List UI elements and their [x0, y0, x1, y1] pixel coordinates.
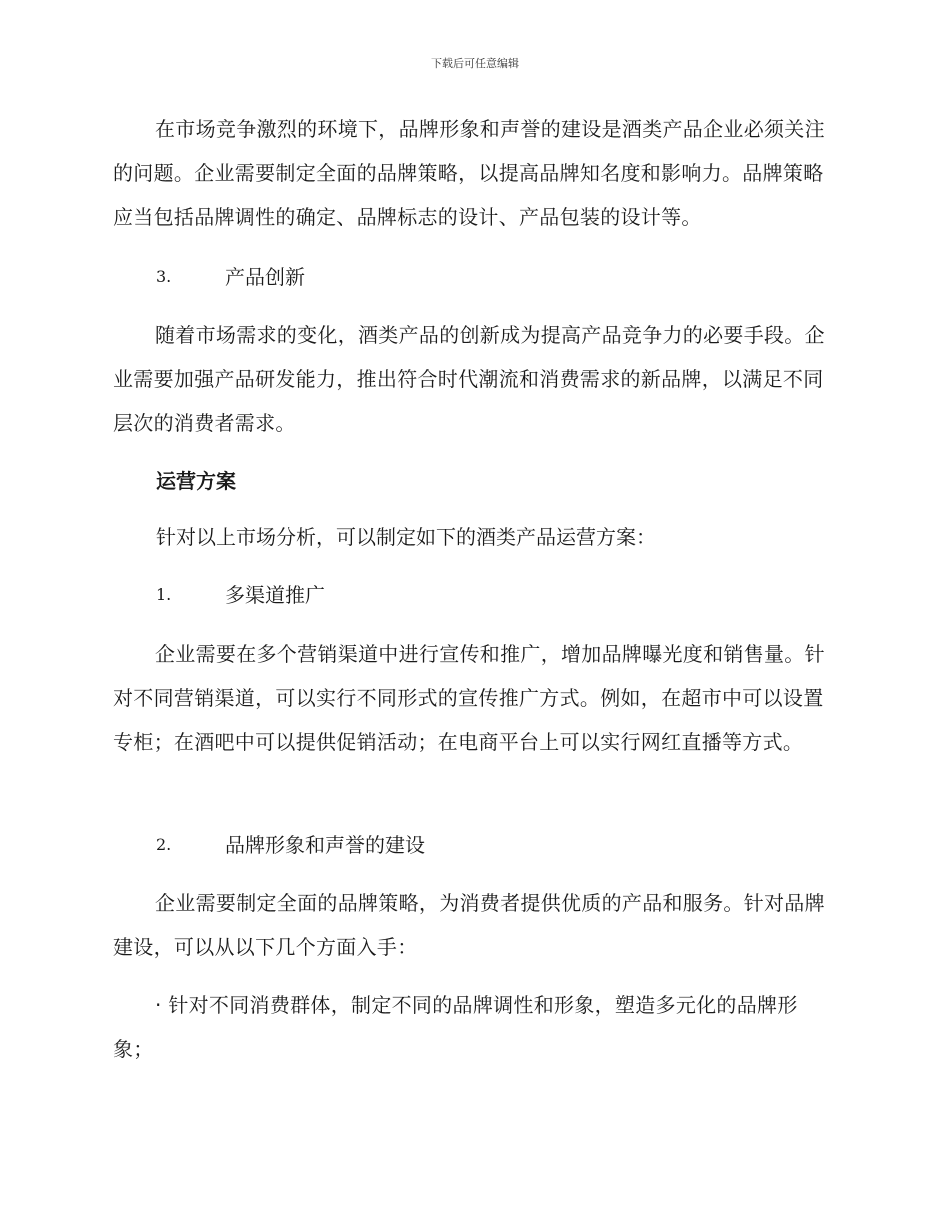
- item-title-brand-building: 品牌形象和声誉的建设: [225, 833, 425, 857]
- paragraph-brand-building: 企业需要制定全面的品牌策略，为消费者提供优质的产品和服务。针对品牌建设，可以从以下几个方面入手：: [113, 891, 825, 959]
- item-title-multichannel: 多渠道推广: [225, 583, 325, 607]
- paragraph-brand-strategy: 在市场竞争激烈的环境下，品牌形象和声誉的建设是酒类产品企业必须关注的问题。企业需要制定全面的品牌策略，以提高品牌知名度和影响力。品牌策略应当包括品牌调性的确定、品牌标志的设计、产品包装的设计等。: [113, 117, 825, 229]
- item-title-product-innovation: 产品创新: [225, 265, 305, 289]
- page-header: 下载后可任意编辑: [431, 57, 519, 70]
- section-heading: 运营方案: [156, 469, 236, 493]
- section-intro: 针对以上市场分析，可以制定如下的酒类产品运营方案：: [156, 525, 656, 549]
- paragraph-product-innovation: 随着市场需求的变化，酒类产品的创新成为提高产品竞争力的必要手段。企业需要加强产品研发能力，推出符合时代潮流和消费需求的新品牌，以满足不同层次的消费者需求。: [113, 323, 825, 435]
- item-number-1: 1.: [156, 585, 172, 604]
- paragraph-multichannel: 企业需要在多个营销渠道中进行宣传和推广，增加品牌曝光度和销售量。针对不同营销渠道，可以实行不同形式的宣传推广方式。例如，在超市中可以设置专柜；在酒吧中可以提供促销活动；在电商平台上可以实行网红直播等方式。: [113, 642, 825, 754]
- bullet-item: · 针对不同消费群体，制定不同的品牌调性和形象，塑造多元化的品牌形象；: [113, 993, 798, 1061]
- item-number-3: 3.: [156, 267, 172, 286]
- item-number-2: 2.: [156, 835, 172, 854]
